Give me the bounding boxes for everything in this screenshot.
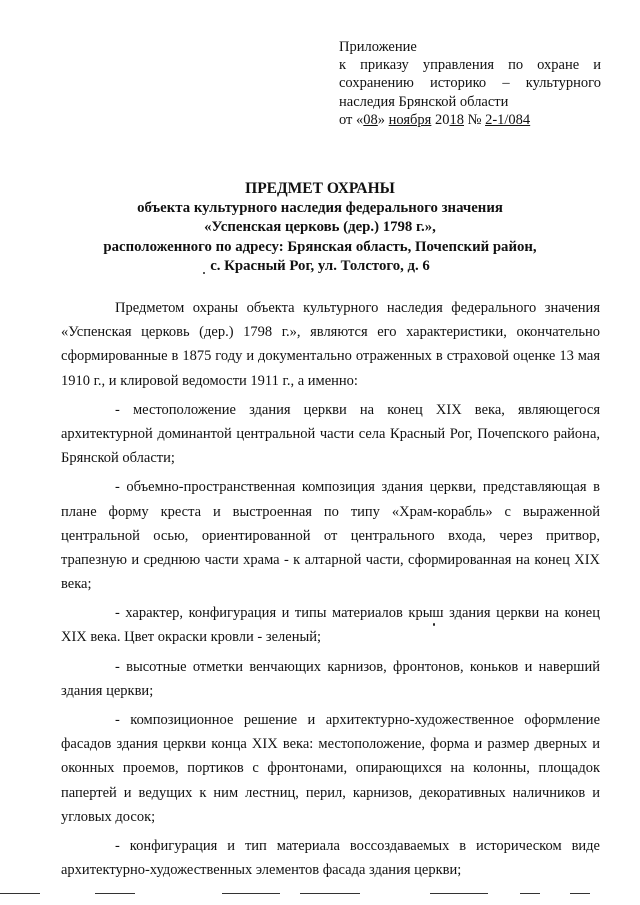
paragraph-line: - характер, конфигурация и типы материалов крыш здания церкви на конец (115, 605, 600, 622)
scan-edge-line (0, 893, 40, 894)
document-body (61, 296, 600, 882)
scan-edge-line (222, 893, 280, 894)
paragraph-line: Брянской области; (61, 450, 175, 467)
appendix-line: сохранению историко – культурного (339, 75, 601, 92)
appendix-line: наследия Брянской области (339, 93, 509, 110)
paragraph-line: трапезную и среднюю части храма - к алтарной части, сформированная на конец XIX (61, 551, 600, 568)
heading-line: «Успенская церковь (дер.) 1798 г.», (204, 219, 436, 236)
scan-speck (203, 272, 205, 274)
scan-edge-line (520, 893, 540, 894)
paragraph-line: архитектурной доминантой центральной части села Красный Рог, Почепского района, (61, 425, 600, 442)
paragraph-line: угловых досок; (61, 808, 156, 825)
paragraph-line: - местоположение здания церкви на конец XIX века, являющегося (115, 401, 600, 418)
paragraph-line: Предметом охраны объекта культурного наследия федерального значения (115, 300, 600, 316)
scan-edge-line (300, 893, 360, 894)
paragraph-line: - конфигурация и тип материала воссоздаваемых в историческом виде (115, 837, 600, 854)
scan-edge-line (95, 893, 135, 894)
scan-speck (433, 623, 435, 626)
paragraph-line: центральной осью, ориентированной от центрального входа, через притвор, (61, 527, 600, 544)
paragraph-line: - композиционное решение и архитектурно-художественное оформление (115, 712, 600, 728)
scan-edge-line (570, 893, 590, 894)
paragraph-line: - высотные отметки венчающих карнизов, фронтонов, коньков и наверший (115, 658, 600, 675)
page-title: ПРЕДМЕТ ОХРАНЫ (245, 180, 395, 197)
appendix-block (339, 38, 601, 129)
date-mid: » (377, 111, 389, 128)
paragraph-line: XIX века. Цвет окраски кровли - зеленый; (61, 629, 321, 646)
scan-edge-line (430, 893, 488, 894)
paragraph-line: века; (61, 576, 92, 593)
paragraph-line: 1910 г., и клировой ведомости 1911 г., а именно: (61, 372, 358, 389)
appendix-line: к приказу управления по охране и (339, 57, 601, 74)
appendix-date-line (339, 111, 601, 129)
paragraph-line: сформированные в 1875 году и документально отраженных в страховой оценке 13 мая (61, 348, 600, 365)
appendix-title: Приложение (339, 39, 417, 55)
paragraph-line: оконных проемов, портиков с фронтонами, опирающихся на колонны, площадок (61, 760, 600, 777)
number-sign: № (463, 111, 486, 128)
paragraph-line: «Успенская церковь (дер.) 1798 г.», являются его характеристики, окончательно (61, 324, 600, 341)
date-year-b: 18 (449, 111, 464, 128)
heading-line: объекта культурного наследия федерального значения (137, 199, 503, 216)
order-number: 2-1/084 (485, 111, 531, 128)
paragraph-line: папертей и ведущих к ним лестниц, перил, карнизов, декоративных наличников и (61, 784, 600, 801)
heading-line: расположенного по адресу: Брянская область, Почепский район, (103, 238, 537, 255)
heading-line: с. Красный Рог, ул. Толстого, д. 6 (210, 258, 430, 275)
date-prefix: от « (339, 111, 364, 128)
date-month: ноября (388, 111, 432, 128)
paragraph-line: плане форму креста и выстроенная по типу «Храм-корабль» с выраженной (61, 503, 600, 520)
date-year-a: 20 (431, 111, 450, 128)
paragraph-line: архитектурно-художественных элементов фасада здания церкви; (61, 862, 462, 879)
document-heading (40, 179, 600, 277)
paragraph-line: здания церкви; (61, 682, 154, 699)
paragraph-line: фасадов здания церкви конца XIX века: местоположение, форма и размер дверных и (61, 736, 600, 753)
date-day: 08 (363, 111, 378, 128)
paragraph-line: - объемно-пространственная композиция здания церкви, представляющая в (115, 479, 600, 496)
